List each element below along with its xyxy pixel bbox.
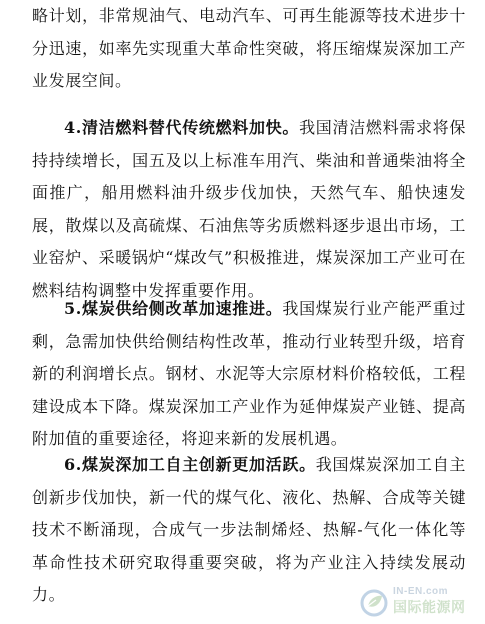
in-en-leaf-logo-icon xyxy=(359,588,389,618)
paragraph-intro xyxy=(32,0,466,98)
paragraph-heading: 5.煤炭供给侧改革加速推进。 xyxy=(64,299,283,318)
paragraph-text: 略计划，非常规油气、电动汽车、可再生能源等技术进步十分迅速，如率先实现重大革命性突破，将压缩煤炭深加工产业发展空间。 xyxy=(32,6,466,91)
paragraph-text: 我国清洁燃料需求将保持持续增长，国五及以上标准车用汽、柴油和普通柴油将全面推广，船用燃料油升级步伐加快，天然气车、船快速发展，散煤以及高硫煤、石油焦等劣质燃料逐步退出市场，工业窑炉、采暖锅炉“煤改气”积极推进，煤炭深加工产业可在燃料结构调整中发挥重要作用。 xyxy=(32,118,466,300)
paragraph-text: 我国煤炭行业产能严重过剩，急需加快供给侧结构性改革，推动行业转型升级，培育新的利润增长点。钢材、水泥等大宗原材料价格较低，工程建设成本下降。煤炭深加工产业作为延伸煤炭产业链、提高附加值的重要途径，将迎来新的发展机遇。 xyxy=(32,299,466,449)
paragraph-clean-fuel xyxy=(32,112,466,308)
paragraph-heading: 6.煤炭深加工自主创新更加活跃。 xyxy=(64,455,316,474)
watermark-cn-text: 国际能源网 xyxy=(393,600,466,616)
paragraph-text: 我国煤炭深加工自主创新步伐加快，新一代的煤气化、液化、热解、合成等关键技术不断涌现，合成气一步法制烯烃、热解-气化一体化等革命性技术研究取得重要突破，将为产业注入持续发展动力。 xyxy=(32,455,466,605)
watermark-en-text: IN-EN.com xyxy=(393,586,449,597)
watermark xyxy=(359,586,479,620)
paragraph-supply-reform xyxy=(32,293,466,456)
paragraph-heading: 4.清洁燃料替代传统燃料加快。 xyxy=(64,118,300,137)
